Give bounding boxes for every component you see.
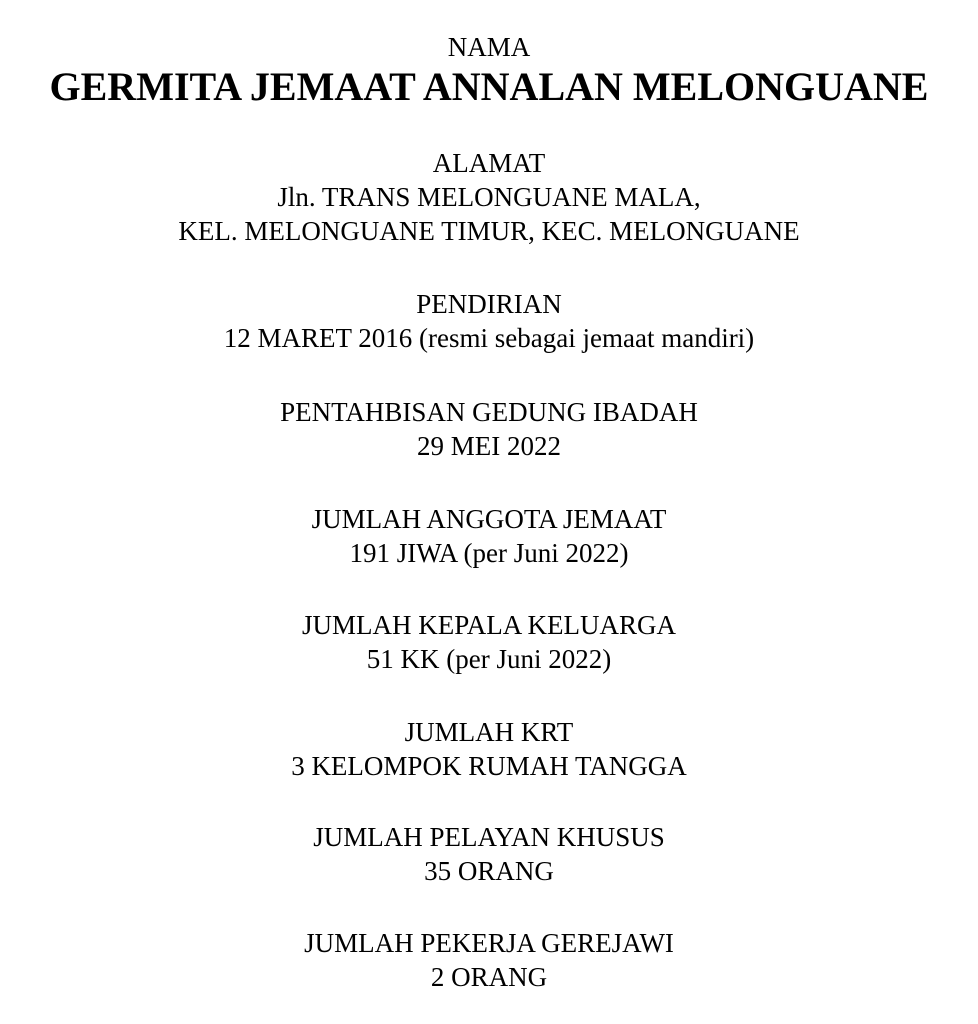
kepala-keluarga-value: 51 KK (per Juni 2022) bbox=[366, 644, 612, 674]
alamat-line-1: Jln. TRANS MELONGUANE MALA, bbox=[277, 182, 701, 212]
krt-label: JUMLAH KRT bbox=[404, 717, 574, 747]
anggota-value: 191 JIWA (per Juni 2022) bbox=[349, 538, 629, 568]
nama-section bbox=[0, 30, 978, 110]
krt-section bbox=[0, 715, 978, 783]
krt-value: 3 KELOMPOK RUMAH TANGGA bbox=[291, 751, 687, 781]
kepala-keluarga-section bbox=[0, 608, 978, 676]
pelayan-khusus-label: JUMLAH PELAYAN KHUSUS bbox=[313, 822, 665, 852]
pelayan-khusus-value: 35 ORANG bbox=[424, 856, 554, 886]
alamat-line-2: KEL. MELONGUANE TIMUR, KEC. MELONGUANE bbox=[178, 216, 800, 246]
kepala-keluarga-label: JUMLAH KEPALA KELUARGA bbox=[301, 610, 677, 640]
pelayan-khusus-section bbox=[0, 820, 978, 888]
anggota-label: JUMLAH ANGGOTA JEMAAT bbox=[311, 504, 667, 534]
pendirian-section bbox=[0, 287, 978, 355]
nama-label: NAMA bbox=[447, 32, 531, 62]
pekerja-gerejawi-section bbox=[0, 926, 978, 994]
pendirian-label: PENDIRIAN bbox=[416, 289, 562, 319]
pentahbisan-value: 29 MEI 2022 bbox=[417, 431, 561, 461]
pekerja-gerejawi-value: 2 ORANG bbox=[430, 962, 548, 992]
church-name-title: GERMITA JEMAAT ANNALAN MELONGUANE bbox=[49, 64, 929, 109]
anggota-section bbox=[0, 502, 978, 570]
alamat-label: ALAMAT bbox=[432, 148, 546, 178]
pendirian-value: 12 MARET 2016 (resmi sebagai jemaat mandiri) bbox=[223, 323, 755, 353]
pekerja-gerejawi-label: JUMLAH PEKERJA GEREJAWI bbox=[304, 928, 674, 958]
pentahbisan-label: PENTAHBISAN GEDUNG IBADAH bbox=[280, 397, 698, 427]
pentahbisan-section bbox=[0, 395, 978, 463]
alamat-section bbox=[0, 146, 978, 248]
